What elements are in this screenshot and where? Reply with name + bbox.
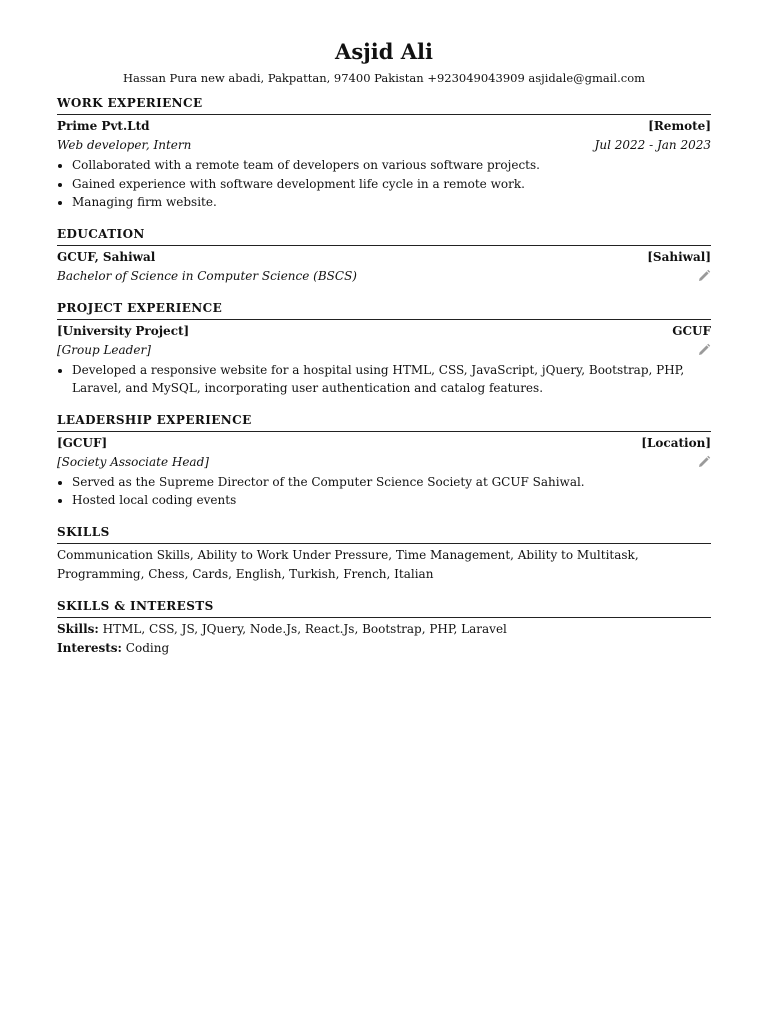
work-subheader-row	[57, 136, 711, 155]
education-degree: Bachelor of Science in Computer Science (BSCS)	[57, 268, 357, 283]
section-title-skills-interests: SKILLS & INTERESTS	[57, 598, 711, 618]
project-bullet-list	[57, 361, 711, 398]
leadership-role: [Society Associate Head]	[57, 454, 209, 469]
section-title-project: PROJECT EXPERIENCE	[57, 300, 711, 320]
pencil-icon[interactable]	[697, 343, 711, 357]
education-subheader-row	[57, 267, 711, 286]
list-item: • Developed a responsive website for a hospital using HTML, CSS, JavaScript, jQuery, Bootstrap, PHP, Laravel, and MySQL, incorporating user authentication and catalog features.	[72, 361, 711, 398]
skills-text: Communication Skills, Ability to Work Under Pressure, Time Management, Ability to Multitask, Programming, Chess, Cards, English, Turkish, French, Italian	[57, 547, 639, 581]
pencil-icon[interactable]	[697, 455, 711, 469]
skills-row	[57, 620, 711, 640]
project-name: [University Project]	[57, 323, 190, 338]
skills-value: HTML, CSS, JS, JQuery, Node.Js, React.Js, Bootstrap, PHP, Laravel	[102, 621, 507, 636]
interests-value: Coding	[125, 641, 170, 655]
list-item: • Gained experience with software development life cycle in a remote work.	[72, 175, 711, 194]
section-title-education: EDUCATION	[57, 226, 711, 246]
list-item: • Collaborated with a remote team of developers on various software projects.	[72, 156, 711, 175]
education-institution: GCUF, Sahiwal	[57, 249, 156, 264]
section-title-work: WORK EXPERIENCE	[57, 95, 711, 115]
leadership-experience-section	[57, 412, 711, 510]
list-item: • Managing firm website.	[72, 193, 711, 212]
education-section	[57, 226, 711, 286]
resume-page	[57, 38, 711, 659]
work-bullet-list	[57, 156, 711, 212]
leadership-header-row	[57, 434, 711, 453]
pencil-icon[interactable]	[697, 269, 711, 283]
leadership-organization: [GCUF]	[57, 435, 108, 450]
project-header-row	[57, 322, 711, 341]
work-experience-section	[57, 95, 711, 212]
contact-line: Hassan Pura new abadi, Pakpattan, 97400 Pakistan +923049043909 asjidale@gmail.com	[122, 71, 646, 85]
leadership-bullet-list	[57, 473, 711, 510]
project-subheader-row	[57, 341, 711, 360]
candidate-name: Asjid Ali	[335, 39, 433, 64]
work-organization: Prime Pvt.Ltd	[57, 119, 150, 133]
leadership-subheader-row	[57, 453, 711, 472]
skills-section	[57, 524, 711, 584]
work-role: Web developer, Intern	[57, 138, 192, 152]
education-header-row	[57, 248, 711, 267]
project-organization: GCUF	[672, 323, 711, 338]
section-title-skills: SKILLS	[57, 524, 711, 544]
work-dates: Jul 2022 - Jan 2023	[594, 138, 711, 152]
section-title-leadership: LEADERSHIP EXPERIENCE	[57, 412, 711, 432]
education-location: [Sahiwal]	[647, 249, 711, 264]
skills-interests-section	[57, 598, 711, 659]
interests-label: Interests:	[57, 641, 122, 655]
work-location: [Remote]	[648, 119, 711, 133]
leadership-location: [Location]	[641, 435, 711, 450]
project-experience-section	[57, 300, 711, 398]
list-item: • Served as the Supreme Director of the Computer Science Society at GCUF Sahiwal.	[72, 473, 711, 492]
list-item: • Hosted local coding events	[72, 491, 711, 510]
interests-row	[57, 639, 711, 659]
project-role: [Group Leader]	[57, 342, 151, 357]
work-header-row	[57, 117, 711, 136]
skills-label: Skills:	[57, 621, 99, 636]
